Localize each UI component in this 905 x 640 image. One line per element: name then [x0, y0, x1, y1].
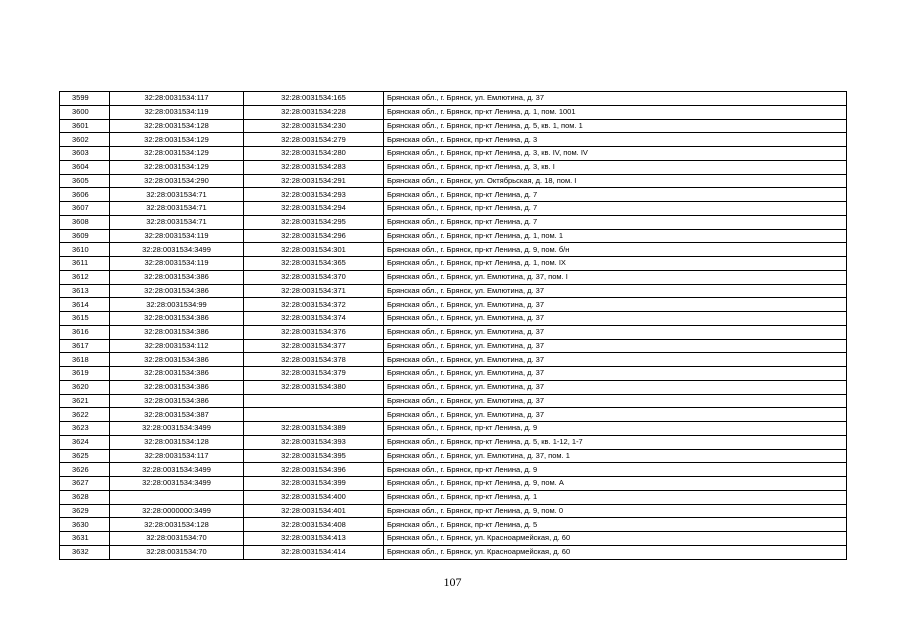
row-number-cell: 3627	[60, 477, 110, 491]
cadastral-number-cell: 32:28:0031534:365	[244, 257, 384, 271]
address-cell: Брянская обл., г. Брянск, ул. Емлютина, д. 37	[384, 312, 847, 326]
table-row	[60, 188, 847, 202]
row-number-cell: 3605	[60, 174, 110, 188]
row-number-cell: 3614	[60, 298, 110, 312]
cadastral-number-cell: 32:28:0031534:294	[244, 202, 384, 216]
table-row	[60, 490, 847, 504]
address-cell: Брянская обл., г. Брянск, пр-кт Ленина, д. 9	[384, 422, 847, 436]
row-number-cell: 3611	[60, 257, 110, 271]
address-cell: Брянская обл., г. Брянск, пр-кт Ленина, д. 7	[384, 202, 847, 216]
parent-cadastral-number-cell: 32:28:0031534:70	[110, 532, 244, 546]
parent-cadastral-number-cell	[110, 490, 244, 504]
parent-cadastral-number-cell: 32:28:0031534:71	[110, 188, 244, 202]
parent-cadastral-number-cell: 32:28:0031534:128	[110, 518, 244, 532]
row-number-cell: 3600	[60, 105, 110, 119]
table-row	[60, 229, 847, 243]
address-cell: Брянская обл., г. Брянск, ул. Емлютина, д. 37	[384, 394, 847, 408]
cadastral-number-cell: 32:28:0031534:376	[244, 325, 384, 339]
address-cell: Брянская обл., г. Брянск, пр-кт Ленина, д. 1	[384, 490, 847, 504]
table-row	[60, 160, 847, 174]
table-row	[60, 477, 847, 491]
table-row	[60, 105, 847, 119]
cadastral-number-cell	[244, 394, 384, 408]
row-number-cell: 3632	[60, 545, 110, 559]
parent-cadastral-number-cell: 32:28:0031534:386	[110, 325, 244, 339]
cadastral-number-cell: 32:28:0031534:380	[244, 380, 384, 394]
parent-cadastral-number-cell: 32:28:0031534:3499	[110, 243, 244, 257]
table-row	[60, 463, 847, 477]
address-cell: Брянская обл., г. Брянск, пр-кт Ленина, д. 9, пом. А	[384, 477, 847, 491]
cadastral-number-cell: 32:28:0031534:372	[244, 298, 384, 312]
row-number-cell: 3619	[60, 367, 110, 381]
parent-cadastral-number-cell: 32:28:0031534:387	[110, 408, 244, 422]
table-row	[60, 339, 847, 353]
address-cell: Брянская обл., г. Брянск, пр-кт Ленина, д. 5, кв. 1-12, 1-7	[384, 435, 847, 449]
address-cell: Брянская обл., г. Брянск, ул. Октябрьская, д. 18, пом. I	[384, 174, 847, 188]
row-number-cell: 3620	[60, 380, 110, 394]
row-number-cell: 3623	[60, 422, 110, 436]
row-number-cell: 3604	[60, 160, 110, 174]
table-row	[60, 435, 847, 449]
table-row	[60, 119, 847, 133]
cadastral-number-cell: 32:28:0031534:400	[244, 490, 384, 504]
parent-cadastral-number-cell: 32:28:0031534:290	[110, 174, 244, 188]
parent-cadastral-number-cell: 32:28:0031534:3499	[110, 463, 244, 477]
cadastral-number-cell: 32:28:0031534:396	[244, 463, 384, 477]
cadastral-number-cell: 32:28:0031534:389	[244, 422, 384, 436]
table-row	[60, 422, 847, 436]
address-cell: Брянская обл., г. Брянск, пр-кт Ленина, д. 1, пом. 1001	[384, 105, 847, 119]
table-row	[60, 408, 847, 422]
address-cell: Брянская обл., г. Брянск, пр-кт Ленина, д. 1, пом. 1	[384, 229, 847, 243]
cadastral-number-cell: 32:28:0031534:165	[244, 92, 384, 106]
address-cell: Брянская обл., г. Брянск, пр-кт Ленина, д. 7	[384, 188, 847, 202]
table-row	[60, 394, 847, 408]
parent-cadastral-number-cell: 32:28:0031534:386	[110, 367, 244, 381]
row-number-cell: 3599	[60, 92, 110, 106]
table-row	[60, 174, 847, 188]
cadastral-number-cell: 32:28:0031534:280	[244, 147, 384, 161]
address-cell: Брянская обл., г. Брянск, ул. Емлютина, д. 37	[384, 92, 847, 106]
cadastral-number-cell: 32:28:0031534:371	[244, 284, 384, 298]
row-number-cell: 3612	[60, 270, 110, 284]
parent-cadastral-number-cell: 32:28:0031534:128	[110, 119, 244, 133]
parent-cadastral-number-cell: 32:28:0031534:71	[110, 202, 244, 216]
address-cell: Брянская обл., г. Брянск, ул. Емлютина, д. 37	[384, 298, 847, 312]
parent-cadastral-number-cell: 32:28:0031534:99	[110, 298, 244, 312]
table-row	[60, 532, 847, 546]
row-number-cell: 3621	[60, 394, 110, 408]
row-number-cell: 3610	[60, 243, 110, 257]
parent-cadastral-number-cell: 32:28:0031534:386	[110, 394, 244, 408]
table-body	[60, 92, 847, 560]
cadastral-number-cell: 32:28:0031534:295	[244, 215, 384, 229]
table-row	[60, 504, 847, 518]
table-row	[60, 325, 847, 339]
cadastral-number-cell: 32:28:0031534:283	[244, 160, 384, 174]
table-row	[60, 202, 847, 216]
row-number-cell: 3607	[60, 202, 110, 216]
parent-cadastral-number-cell: 32:28:0031534:3499	[110, 477, 244, 491]
cadastral-number-cell: 32:28:0031534:228	[244, 105, 384, 119]
table-row	[60, 380, 847, 394]
address-cell: Брянская обл., г. Брянск, пр-кт Ленина, д. 5	[384, 518, 847, 532]
parent-cadastral-number-cell: 32:28:0031534:129	[110, 160, 244, 174]
page-number: 107	[443, 575, 462, 589]
table-row	[60, 298, 847, 312]
table-row	[60, 243, 847, 257]
parent-cadastral-number-cell: 32:28:0031534:119	[110, 257, 244, 271]
parent-cadastral-number-cell: 32:28:0031534:112	[110, 339, 244, 353]
address-cell: Брянская обл., г. Брянск, ул. Емлютина, д. 37	[384, 353, 847, 367]
cadastral-number-cell: 32:28:0031534:296	[244, 229, 384, 243]
parent-cadastral-number-cell: 32:28:0031534:129	[110, 133, 244, 147]
parent-cadastral-number-cell: 32:28:0031534:70	[110, 545, 244, 559]
address-cell: Брянская обл., г. Брянск, пр-кт Ленина, д. 9	[384, 463, 847, 477]
cadastral-number-cell: 32:28:0031534:395	[244, 449, 384, 463]
parent-cadastral-number-cell: 32:28:0031534:386	[110, 312, 244, 326]
address-cell: Брянская обл., г. Брянск, пр-кт Ленина, д. 3	[384, 133, 847, 147]
cadastral-number-cell: 32:28:0031534:379	[244, 367, 384, 381]
cadastral-number-cell: 32:28:0031534:413	[244, 532, 384, 546]
parent-cadastral-number-cell: 32:28:0031534:386	[110, 380, 244, 394]
table-row	[60, 257, 847, 271]
table-row	[60, 367, 847, 381]
address-cell: Брянская обл., г. Брянск, пр-кт Ленина, д. 3, кв. I	[384, 160, 847, 174]
cadastral-number-cell: 32:28:0031534:370	[244, 270, 384, 284]
table-row	[60, 518, 847, 532]
table-row	[60, 270, 847, 284]
row-number-cell: 3626	[60, 463, 110, 477]
parent-cadastral-number-cell: 32:28:0031534:117	[110, 449, 244, 463]
parent-cadastral-number-cell: 32:28:0031534:71	[110, 215, 244, 229]
address-cell: Брянская обл., г. Брянск, пр-кт Ленина, д. 7	[384, 215, 847, 229]
address-cell: Брянская обл., г. Брянск, ул. Емлютина, д. 37	[384, 325, 847, 339]
address-cell: Брянская обл., г. Брянск, ул. Емлютина, д. 37	[384, 284, 847, 298]
cadastral-number-cell	[244, 408, 384, 422]
row-number-cell: 3615	[60, 312, 110, 326]
row-number-cell: 3622	[60, 408, 110, 422]
parent-cadastral-number-cell: 32:28:0031534:128	[110, 435, 244, 449]
row-number-cell: 3618	[60, 353, 110, 367]
row-number-cell: 3624	[60, 435, 110, 449]
cadastral-number-cell: 32:28:0031534:377	[244, 339, 384, 353]
row-number-cell: 3630	[60, 518, 110, 532]
row-number-cell: 3631	[60, 532, 110, 546]
address-cell: Брянская обл., г. Брянск, пр-кт Ленина, д. 3, кв. IV, пом. IV	[384, 147, 847, 161]
row-number-cell: 3601	[60, 119, 110, 133]
parent-cadastral-number-cell: 32:28:0031534:117	[110, 92, 244, 106]
table-row	[60, 215, 847, 229]
property-registry-table	[59, 91, 847, 560]
table-row	[60, 147, 847, 161]
address-cell: Брянская обл., г. Брянск, ул. Емлютина, д. 37, пом. 1	[384, 449, 847, 463]
parent-cadastral-number-cell: 32:28:0031534:3499	[110, 422, 244, 436]
cadastral-number-cell: 32:28:0031534:414	[244, 545, 384, 559]
parent-cadastral-number-cell: 32:28:0031534:119	[110, 105, 244, 119]
cadastral-number-cell: 32:28:0031534:301	[244, 243, 384, 257]
row-number-cell: 3603	[60, 147, 110, 161]
table-row	[60, 545, 847, 559]
cadastral-number-cell: 32:28:0031534:374	[244, 312, 384, 326]
table-row	[60, 312, 847, 326]
row-number-cell: 3629	[60, 504, 110, 518]
address-cell: Брянская обл., г. Брянск, ул. Емлютина, д. 37	[384, 367, 847, 381]
table-row	[60, 133, 847, 147]
parent-cadastral-number-cell: 32:28:0031534:386	[110, 270, 244, 284]
address-cell: Брянская обл., г. Брянск, ул. Емлютина, д. 37	[384, 408, 847, 422]
table-row	[60, 284, 847, 298]
row-number-cell: 3625	[60, 449, 110, 463]
parent-cadastral-number-cell: 32:28:0031534:386	[110, 353, 244, 367]
address-cell: Брянская обл., г. Брянск, пр-кт Ленина, д. 9, пом. б/н	[384, 243, 847, 257]
table-row	[60, 353, 847, 367]
address-cell: Брянская обл., г. Брянск, ул. Емлютина, д. 37	[384, 380, 847, 394]
table-row	[60, 449, 847, 463]
address-cell: Брянская обл., г. Брянск, ул. Красноармейская, д. 60	[384, 532, 847, 546]
address-cell: Брянская обл., г. Брянск, ул. Красноармейская, д. 60	[384, 545, 847, 559]
cadastral-number-cell: 32:28:0031534:230	[244, 119, 384, 133]
parent-cadastral-number-cell: 32:28:0031534:119	[110, 229, 244, 243]
address-cell: Брянская обл., г. Брянск, ул. Емлютина, д. 37, пом. I	[384, 270, 847, 284]
row-number-cell: 3608	[60, 215, 110, 229]
cadastral-number-cell: 32:28:0031534:293	[244, 188, 384, 202]
cadastral-number-cell: 32:28:0031534:378	[244, 353, 384, 367]
cadastral-number-cell: 32:28:0031534:279	[244, 133, 384, 147]
cadastral-number-cell: 32:28:0031534:393	[244, 435, 384, 449]
row-number-cell: 3616	[60, 325, 110, 339]
cadastral-number-cell: 32:28:0031534:408	[244, 518, 384, 532]
row-number-cell: 3609	[60, 229, 110, 243]
address-cell: Брянская обл., г. Брянск, пр-кт Ленина, д. 1, пом. IX	[384, 257, 847, 271]
address-cell: Брянская обл., г. Брянск, пр-кт Ленина, д. 5, кв. 1, пом. 1	[384, 119, 847, 133]
row-number-cell: 3606	[60, 188, 110, 202]
cadastral-number-cell: 32:28:0031534:399	[244, 477, 384, 491]
table-row	[60, 92, 847, 106]
address-cell: Брянская обл., г. Брянск, ул. Емлютина, д. 37	[384, 339, 847, 353]
cadastral-number-cell: 32:28:0031534:401	[244, 504, 384, 518]
cadastral-number-cell: 32:28:0031534:291	[244, 174, 384, 188]
parent-cadastral-number-cell: 32:28:0000000:3499	[110, 504, 244, 518]
row-number-cell: 3613	[60, 284, 110, 298]
row-number-cell: 3628	[60, 490, 110, 504]
row-number-cell: 3617	[60, 339, 110, 353]
row-number-cell: 3602	[60, 133, 110, 147]
parent-cadastral-number-cell: 32:28:0031534:129	[110, 147, 244, 161]
address-cell: Брянская обл., г. Брянск, пр-кт Ленина, д. 9, пом. 0	[384, 504, 847, 518]
parent-cadastral-number-cell: 32:28:0031534:386	[110, 284, 244, 298]
